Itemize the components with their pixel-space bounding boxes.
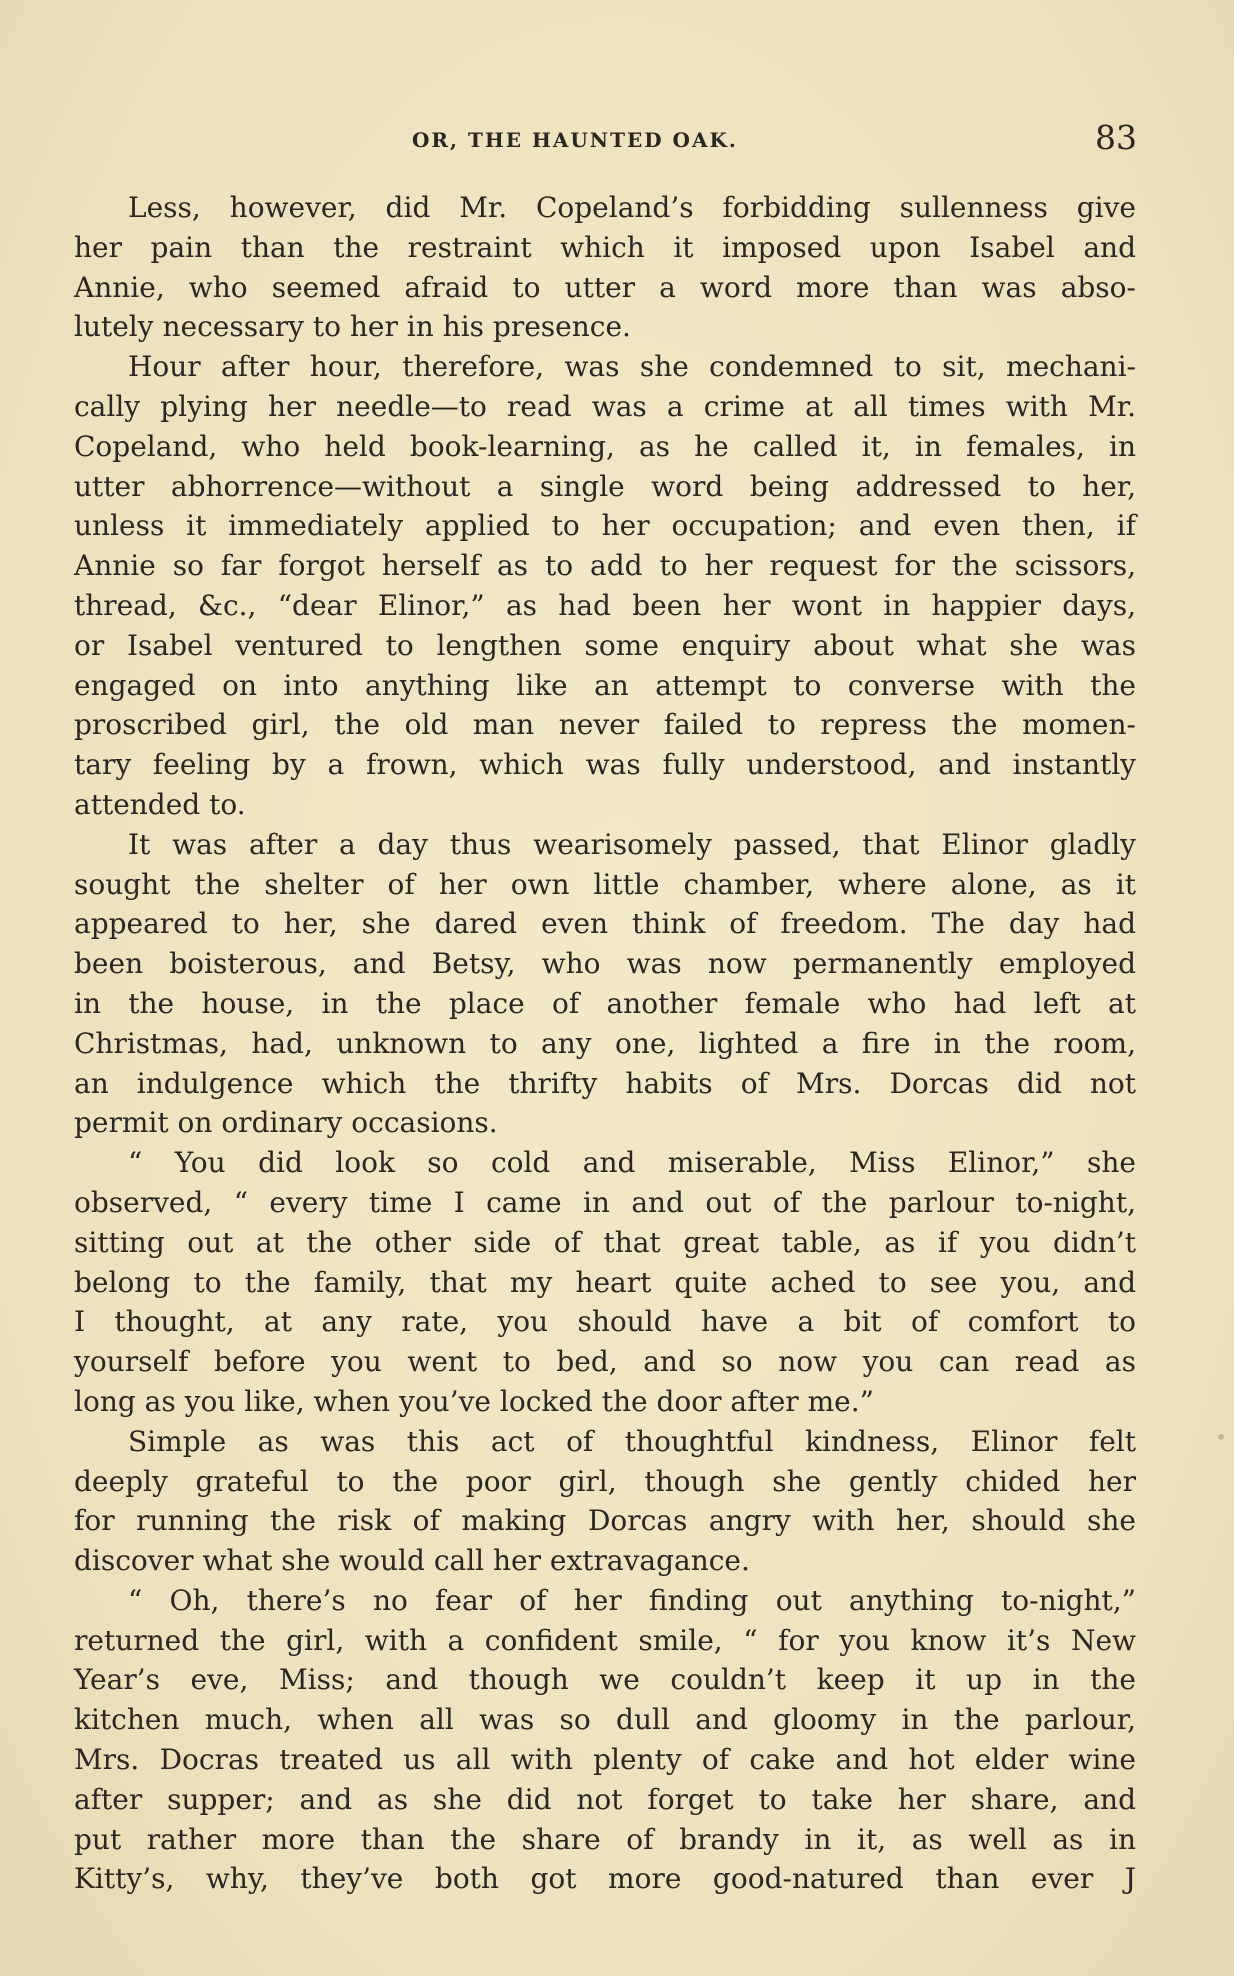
text-line: permit on ordinary occasions.: [74, 1106, 498, 1140]
running-title: OR, THE HAUNTED OAK.: [412, 128, 738, 152]
text-line: Simple as was this act of thoughtful kindness, Elinor felt: [128, 1424, 1136, 1458]
text-line: after supper; and as she did not forget to take her share, and: [74, 1782, 1136, 1816]
text-line: observed, “ every time I came in and out of the parlour to-night,: [74, 1185, 1136, 1219]
page-number: 83: [1095, 118, 1137, 157]
text-line: Kitty’s, why, they’ve both got more good-natured than ever J: [74, 1862, 1136, 1896]
text-line: unless it immediately applied to her occupation; and even then, if: [74, 509, 1136, 543]
text-line: Less, however, did Mr. Copeland’s forbidding sullenness give: [128, 191, 1136, 224]
text-line: her pain than the restraint which it imposed upon Isabel and: [74, 230, 1136, 264]
text-line: “ Oh, there’s no fear of her finding out anything to-night,”: [128, 1583, 1136, 1617]
text-line: discover what she would call her extravagance.: [74, 1544, 750, 1578]
text-line: Annie, who seemed afraid to utter a word more than was abso-: [74, 270, 1136, 304]
text-line: kitchen much, when all was so dull and gloomy in the parlour,: [74, 1703, 1136, 1737]
text-line: tary feeling by a frown, which was fully understood, and instantly: [74, 748, 1136, 782]
text-line: engaged on into anything like an attempt to converse with the: [74, 668, 1136, 702]
text-line: Copeland, who held book-learning, as he called it, in females, in: [74, 429, 1136, 463]
text-line: utter abhorrence—without a single word being addressed to her,: [74, 469, 1136, 503]
text-line: put rather more than the share of brandy in it, as well as in: [74, 1822, 1136, 1856]
text-line: or Isabel ventured to lengthen some enquiry about what she was: [74, 628, 1136, 662]
body-text: [74, 188, 1136, 1899]
text-line: sought the shelter of her own little chamber, where alone, as it: [74, 867, 1136, 901]
text-line: an indulgence which the thrifty habits of Mrs. Dorcas did not: [74, 1066, 1136, 1100]
text-line: yourself before you went to bed, and so now you can read as: [74, 1345, 1136, 1379]
text-line: Year’s eve, Miss; and though we couldn’t keep it up in the: [74, 1663, 1136, 1697]
text-line: appeared to her, she dared even think of freedom. The day had: [74, 907, 1136, 941]
text-line: It was after a day thus wearisomely passed, that Elinor gladly: [128, 827, 1136, 861]
text-line: sitting out at the other side of that great table, as if you didn’t: [74, 1225, 1136, 1259]
text-line: I thought, at any rate, you should have a bit of comfort to: [74, 1305, 1136, 1339]
text-line: returned the girl, with a confident smile, “ for you know it’s New: [74, 1623, 1136, 1657]
text-line: in the house, in the place of another female who had left at: [74, 986, 1136, 1020]
text-line: Christmas, had, unknown to any one, lighted a fire in the room,: [74, 1026, 1136, 1060]
page-header: [82, 118, 1137, 158]
text-line: for running the risk of making Dorcas angry with her, should she: [74, 1504, 1136, 1538]
text-line: lutely necessary to her in his presence.: [74, 310, 631, 344]
paper-speck: [1218, 1434, 1224, 1440]
text-line: long as you like, when you’ve locked the door after me.”: [74, 1384, 874, 1418]
text-line: “ You did look so cold and miserable, Miss Elinor,” she: [128, 1146, 1136, 1180]
text-line: thread, &c., “dear Elinor,” as had been her wont in happier days,: [74, 588, 1136, 622]
text-line: Hour after hour, therefore, was she condemned to sit, mechani-: [128, 350, 1136, 384]
text-line: belong to the family, that my heart quite ached to see you, and: [74, 1265, 1136, 1299]
text-line: proscribed girl, the old man never failed to repress the momen-: [74, 708, 1136, 742]
text-line: Mrs. Docras treated us all with plenty of cake and hot elder wine: [74, 1743, 1136, 1777]
text-line: cally plying her needle—to read was a crime at all times with Mr.: [74, 389, 1136, 423]
text-line: been boisterous, and Betsy, who was now permanently employed: [74, 947, 1136, 981]
text-line: Annie so far forgot herself as to add to her request for the scissors,: [74, 549, 1136, 583]
text-line: attended to.: [74, 787, 246, 821]
text-line: deeply grateful to the poor girl, though she gently chided her: [74, 1464, 1136, 1498]
